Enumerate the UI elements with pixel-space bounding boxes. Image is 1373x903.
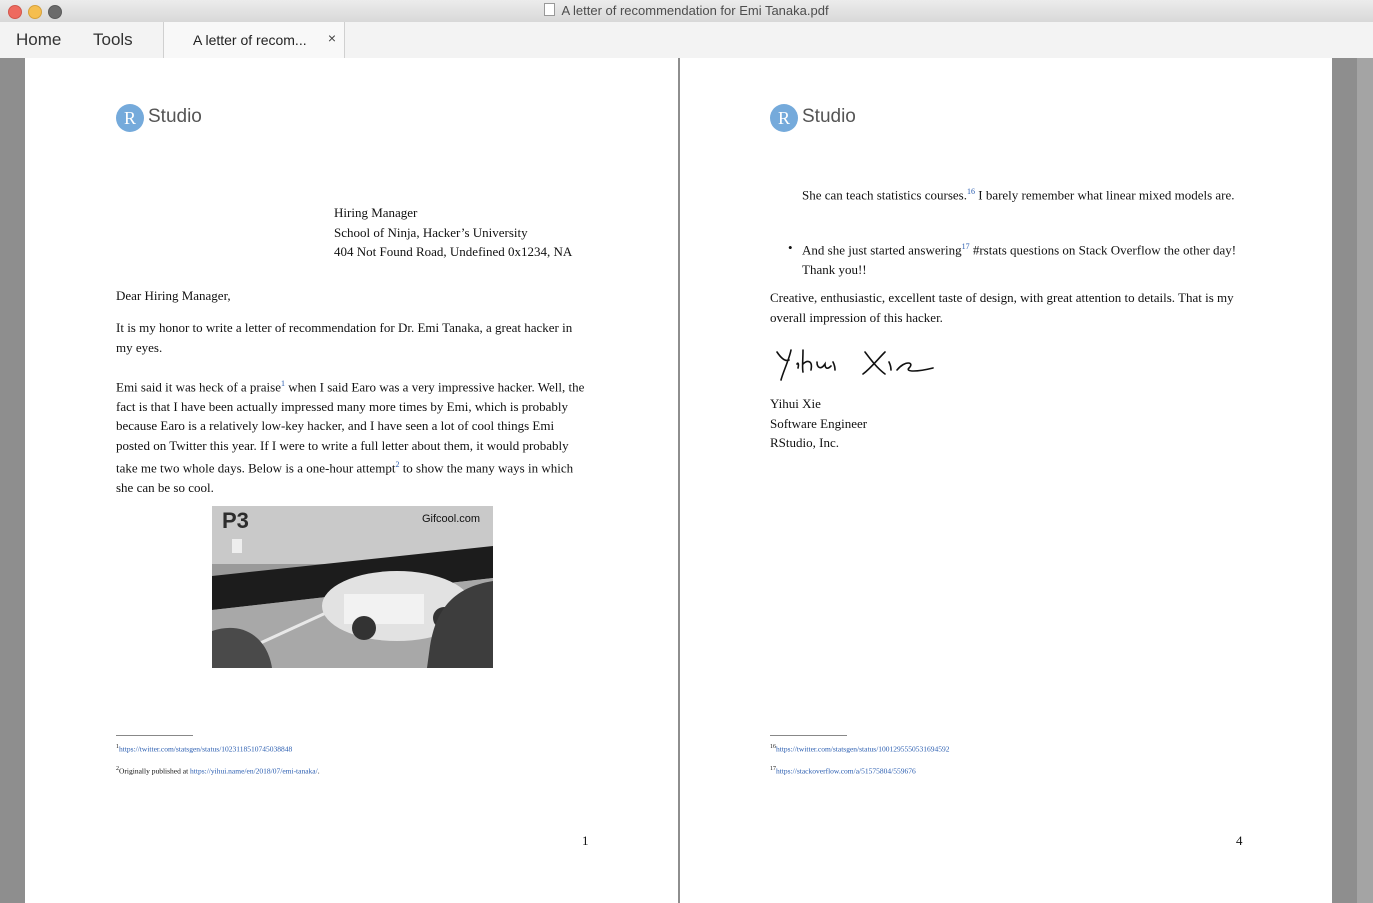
bullet-text: #rstats questions on Stack Overflow the other day! Thank you!!	[802, 242, 1237, 277]
bullet-item-rstats	[802, 237, 1242, 279]
signer-company: RStudio, Inc.	[770, 435, 839, 450]
bullet-marker: •	[788, 240, 793, 255]
footnote-mark: 1	[116, 744, 119, 750]
paragraph-praise	[116, 374, 591, 498]
signer-name: Yihui Xie	[770, 396, 821, 411]
footnote-ref[interactable]: 2	[395, 460, 400, 470]
footnote-mark: 16	[770, 744, 776, 750]
bullet-text: And she just started answering	[802, 242, 962, 258]
footnote-text: Originally published at	[119, 766, 191, 776]
paragraph-text: when I said Earo was a very impressive hacker. Well, the fact is that I have been actually impressed many more times by Emi, which is probably because Earo is a relatively low-key hacker, and I have seen a lot of cool things Emi posted on Twitter this year. If I were to write a full letter about them, it would probably take me two whole days. Below is a one-hour attempt	[116, 379, 585, 476]
footnote-rule	[770, 735, 847, 736]
vertical-scrollbar[interactable]	[1357, 58, 1373, 903]
handwritten-signature	[773, 342, 938, 384]
recipient-address	[334, 203, 572, 262]
page-number: 4	[1236, 833, 1243, 848]
parking-garage-gif	[212, 506, 493, 668]
window-title	[0, 3, 1373, 18]
footnote-rule	[116, 735, 193, 736]
image-watermark: Gifcool.com	[422, 513, 481, 525]
tab-bar	[0, 22, 1373, 59]
paragraph-intro: It is my honor to write a letter of recommendation for Dr. Emi Tanaka, a great hacker in my eyes.	[116, 320, 573, 355]
pdf-page-1	[25, 58, 678, 903]
footnote-ref[interactable]: 16	[966, 187, 975, 196]
footnote-1	[116, 744, 292, 754]
footnote-text: .	[317, 766, 320, 776]
tab-document-label: A letter of recom...	[193, 32, 307, 48]
parking-garage-image	[212, 506, 493, 668]
footnote-mark: 2	[116, 766, 119, 772]
footnote-link[interactable]: https://stackoverflow.com/a/51575804/559676	[776, 766, 916, 776]
paragraph-text: Emi said it was heck of a praise	[116, 379, 281, 395]
rstudio-logo-icon: R	[770, 104, 798, 132]
footnote-ref[interactable]: 1	[280, 379, 285, 388]
window-titlebar	[0, 0, 1373, 23]
address-line: Hiring Manager	[334, 205, 418, 220]
pdf-page-4	[680, 58, 1332, 903]
signature-block	[770, 394, 867, 453]
bullet-item-teaching	[802, 182, 1242, 205]
address-line: School of Ninja, Hacker’s University	[334, 224, 528, 240]
footnote-2	[116, 766, 320, 776]
tab-home[interactable]: Home	[16, 30, 62, 49]
closing-paragraph: Creative, enthusiastic, excellent taste of design, with great attention to details. That is my overall impression of this hacker.	[770, 290, 1234, 325]
tab-tools[interactable]: Tools	[93, 30, 133, 49]
pdf-document-icon	[544, 3, 555, 16]
footnote-link[interactable]: https://yihui.name/en/2018/07/emi-tanaka/	[190, 766, 318, 776]
paragraph-text: to show the many ways in which she can be so cool.	[116, 460, 574, 496]
signer-title: Software Engineer	[770, 415, 868, 431]
window-title-text: A letter of recommendation for Emi Tanaka.pdf	[561, 3, 829, 18]
bullet-text: She can teach statistics courses.	[802, 187, 967, 203]
salutation: Dear Hiring Manager,	[116, 288, 231, 303]
address-line: 404 Not Found Road, Undefined 0x1234, NA	[334, 244, 573, 259]
rstudio-logo-text: Studio	[802, 106, 856, 127]
footnote-link[interactable]: https://twitter.com/statsgen/status/1023118510745038848	[119, 744, 293, 754]
rstudio-logo-text: Studio	[148, 106, 202, 127]
footnote-17	[770, 766, 916, 776]
footnote-link[interactable]: https://twitter.com/statsgen/status/1001295550531694592	[776, 744, 950, 754]
image-corner-text: P3	[222, 508, 249, 533]
footnote-mark: 17	[770, 766, 776, 772]
page-number: 1	[582, 833, 589, 848]
footnote-16	[770, 744, 950, 754]
rstudio-logo-icon: R	[116, 104, 144, 132]
footnote-ref[interactable]: 17	[961, 242, 970, 251]
bullet-text: I barely remember what linear mixed models are.	[974, 187, 1235, 203]
close-tab-icon[interactable]: ×	[327, 30, 336, 46]
tab-document[interactable]	[163, 22, 345, 58]
